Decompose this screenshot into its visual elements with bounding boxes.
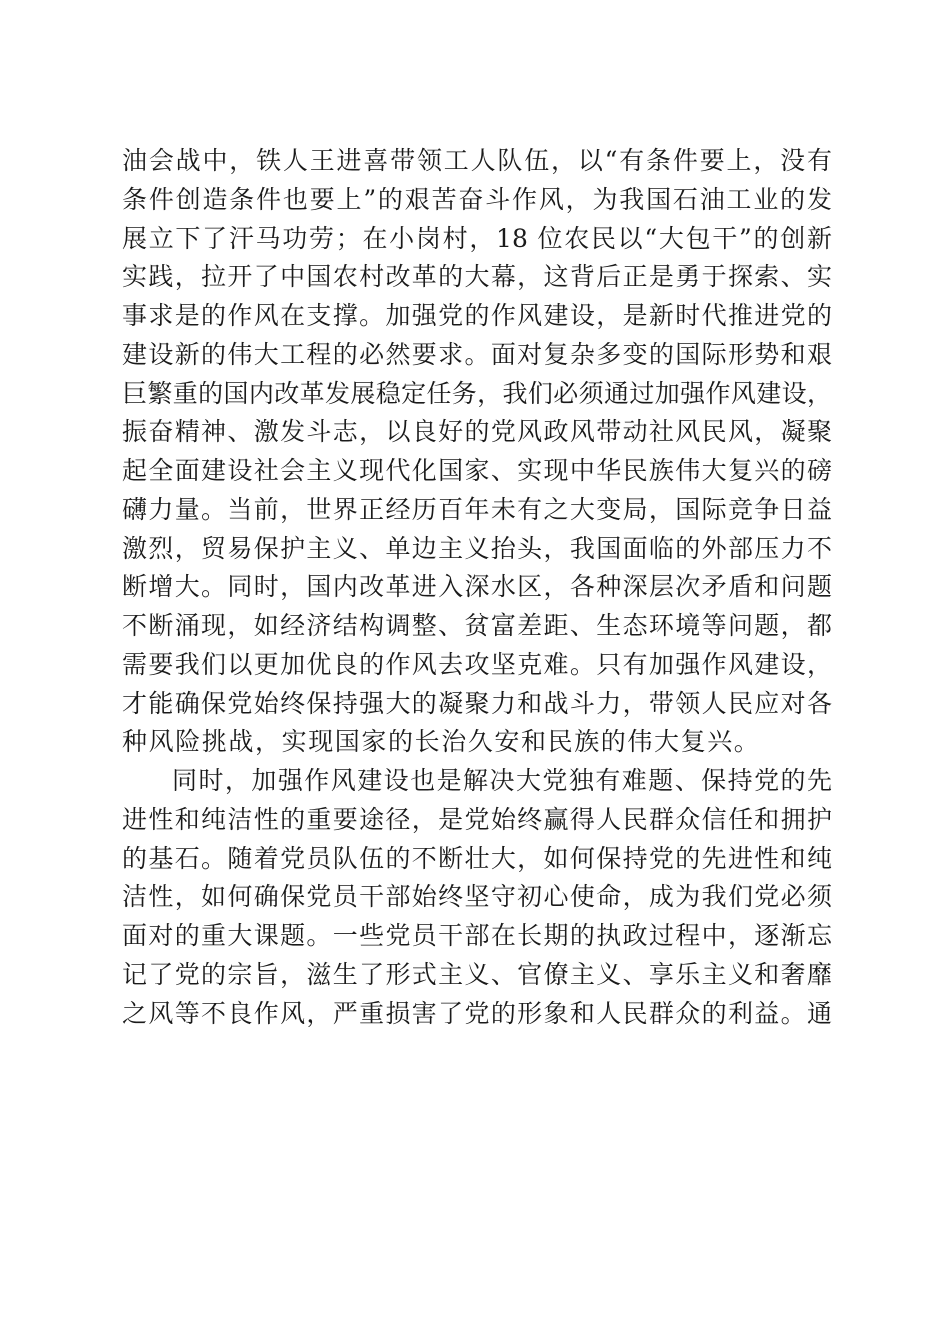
text-line: 建设新的伟大工程的必然要求。面对复杂多变的国际形势和艰 — [122, 339, 832, 369]
text-line: 洁性，如何确保党员干部始终坚守初心使命，成为我们党必须 — [122, 882, 832, 912]
text-line: 条件创造条件也要上”的艰苦奋斗作风，为我国石油工业的发 — [122, 184, 832, 214]
text-line: 不断涌现，如经济结构调整、贫富差距、生态环境等问题，都 — [122, 611, 832, 640]
text-line: 之风等不良作风，严重损害了党的形象和人民群众的利益。通 — [122, 998, 832, 1028]
text-line: 断增大。同时，国内改革进入深水区，各种深层次矛盾和问题 — [122, 572, 832, 602]
text-line: 巨繁重的国内改革发展稳定任务，我们必须通过加强作风建设， — [122, 378, 832, 408]
text-line: 实践，拉开了中国农村改革的大幕，这背后正是勇于探索、实 — [122, 262, 832, 292]
body-text — [122, 142, 832, 1033]
text-line: 事求是的作风在支撑。加强党的作风建设，是新时代推进党的 — [122, 301, 832, 330]
text-line: 激烈，贸易保护主义、单边主义抬头，我国面临的外部压力不 — [122, 533, 832, 563]
text-line: 种风险挑战，实现国家的长治久安和民族的伟大复兴。 — [122, 727, 761, 757]
text-line: 同时，加强作风建设也是解决大党独有难题、保持党的先 — [172, 766, 832, 795]
text-line: 礴力量。当前，世界正经历百年未有之大变局，国际竞争日益 — [122, 494, 832, 524]
text-line: 记了党的宗旨，滋生了形式主义、官僚主义、享乐主义和奢靡 — [122, 959, 832, 989]
text-line: 油会战中，铁人王进喜带领工人队伍，以“有条件要上，没有 — [122, 146, 832, 175]
paragraph-1 — [122, 142, 832, 762]
paragraph-2 — [122, 762, 832, 1033]
text-line: 进性和纯洁性的重要途径，是党始终赢得人民群众信任和拥护 — [122, 804, 832, 834]
text-line: 的基石。随着党员队伍的不断壮大，如何保持党的先进性和纯 — [122, 843, 832, 873]
text-line: 振奋精神、激发斗志，以良好的党风政风带动社风民风，凝聚 — [122, 417, 832, 447]
text-line: 起全面建设社会主义现代化国家、实现中华民族伟大复兴的磅 — [122, 456, 832, 485]
text-line: 面对的重大课题。一些党员干部在长期的执政过程中，逐渐忘 — [122, 921, 832, 950]
text-line: 展立下了汗马功劳；在小岗村，18 位农民以“大包干”的创新 — [122, 223, 832, 253]
text-line: 才能确保党始终保持强大的凝聚力和战斗力，带领人民应对各 — [122, 688, 832, 718]
text-line: 需要我们以更加优良的作风去攻坚克难。只有加强作风建设， — [122, 649, 832, 679]
